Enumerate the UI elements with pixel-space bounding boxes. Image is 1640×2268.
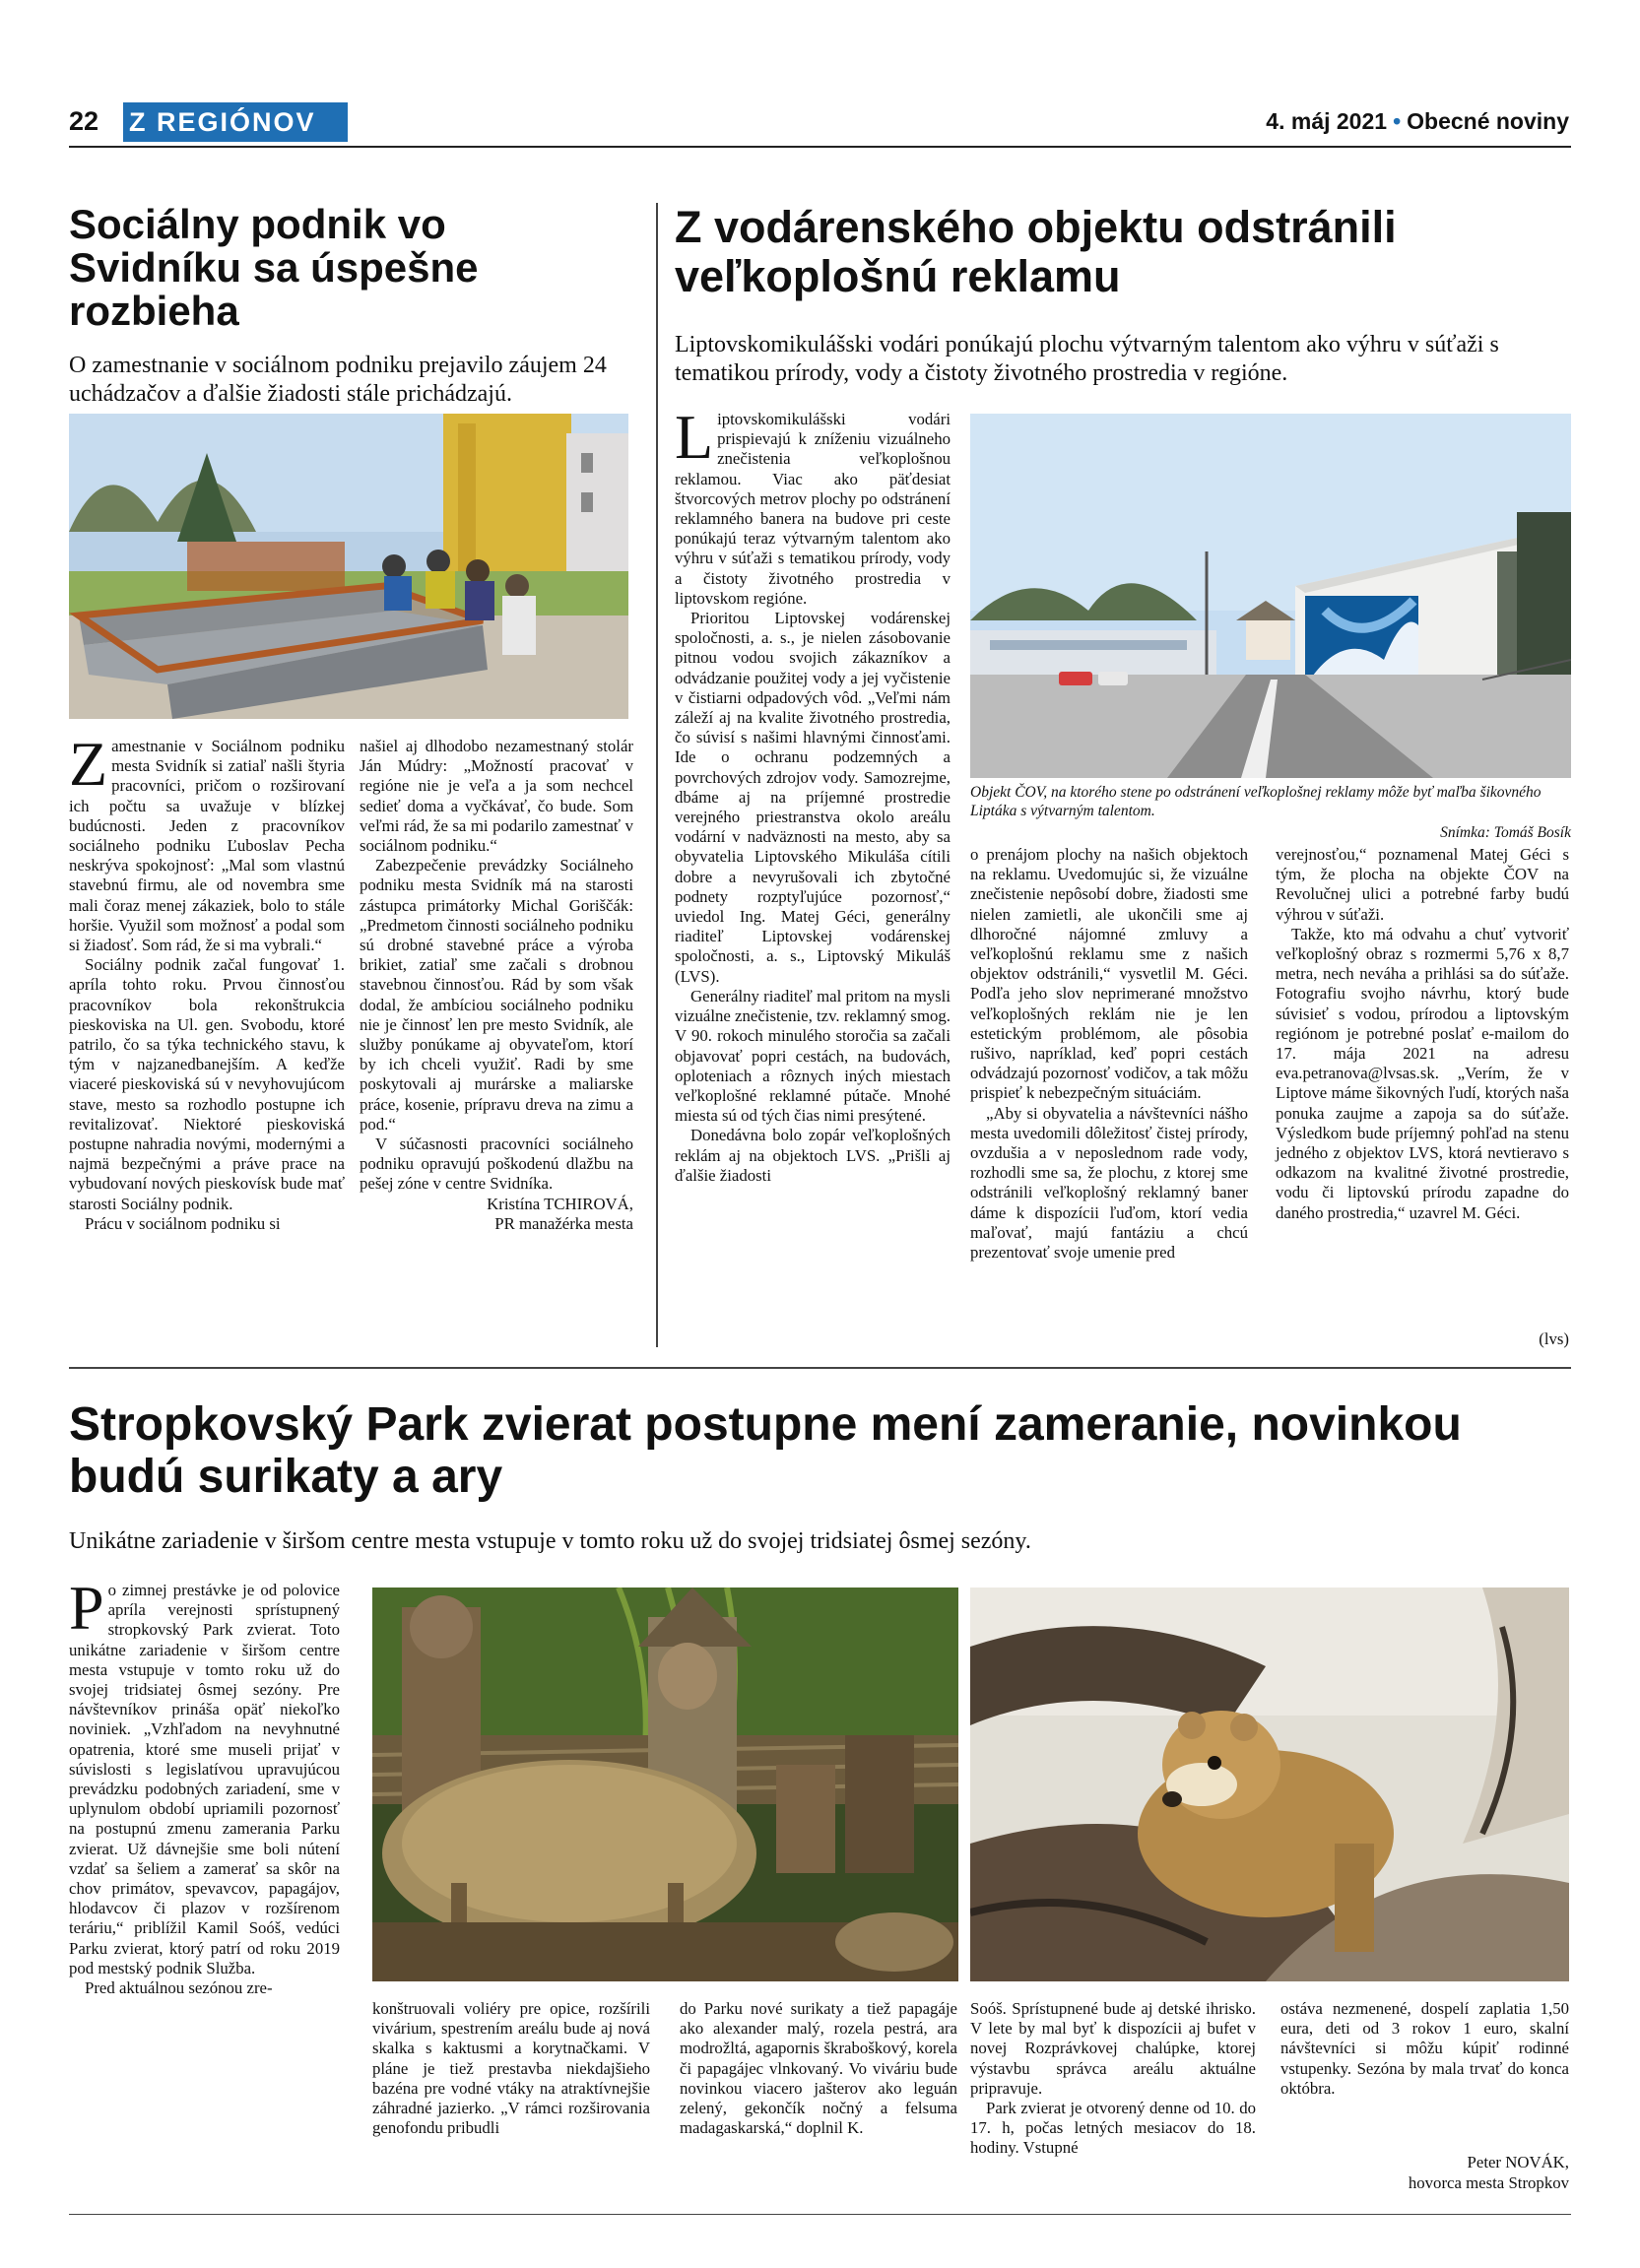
article3-column-2 bbox=[372, 1999, 650, 2138]
article3-dropcap: P bbox=[69, 1573, 104, 1643]
article1-para: Zabezpečenie prevádzky Sociálneho podniku mesta Svidník má na starosti zástupca primátorky Michal Goriščák: „Predmetom činnosti sociálneho podniku sú drobné stavebné práce a výroba brikiet, zatiaľ sme začali s drobnou stavebnou činnosťou. Rád by som však dodal, že ambíciou sociálneho podniku nie je činnosť len pre mesto Svidník, ale služby ponúkame aj obyvateľom, ktorí by ich chceli využiť. Radi by sme poskytovali aj murárske a maliarske práce, kosenie, prípravu dreva na zimu a pod.“ bbox=[360, 856, 633, 1134]
article2-para: Takže, kto má odvahu a chuť vytvoriť veľkoplošný obraz s rozmermi 5,76 x 8,7 metra, nech neváha a prihlási sa do súťaže. Fotografiu svojho návrhu, ktorý bude súvisieť s vodou, prírodou a liptovským regiónom je potrebné poslať e-mailom do 17. mája 2021 na adresu eva.petranova@lvsas.sk. „Verím, že v Liptove máme šikovných ľudí, ktorých naša ponuka zaujme a zapoja sa do súťaže. Výsledkom bude príjemný pohľad na stenu jedného z objektov LVS, ktorá nevtieravo s odkazom na kvalitné životné prostredie, vodu či liptovskú prírodu zapadne do daného prostredia,“ uzavrel M. Géci. bbox=[1276, 924, 1569, 1222]
article3-para: o zimnej prestávke je od polovice apríla verejnosti sprístupnený stropkovský Park zvierat. Toto unikátne zariadenie v širšom centre mesta vstupuje v tomto roku už do svojej tridsiatej ôsmej sezóny. Pre návštevníkov prináša opäť niekoľko noviniek. „Vzhľadom na nevyhnutné opatrenia, ktoré sme museli prijať v súvislosti s legislatívou upravujúcou prevádzku podobných zariadení, sme v uplynulom období upriamili pozornosť na postupnú zmenu zamerania Parku zvierat. Už dávnejšie sme boli nútení vzdať sa šeliem a zamerať sa skôr na chov primátov, spevavcov, papagájov, hlodavcov či plazov v rozšírenom teráriu,“ priblížil Kamil Soóš, vedúci Parku zvierat, ktorý patrí od roku 2019 pod mestský podnik Služba. bbox=[69, 1581, 340, 1977]
article1-para: Prácu v sociálnom podniku si bbox=[85, 1213, 281, 1233]
section-rule bbox=[69, 1367, 1571, 1369]
article3-para: do Parku nové surikaty a tiež papagáje ako alexander malý, rozela pestrá, ara modrožltá, agapornis škraboškový, korela či papagájec vlnkovaný. Vo viváriu bude novinkou viacero jašterov ako leguán zelený, gekončík nočný a felsuma madagaskarská,“ doplnil K. bbox=[680, 1999, 957, 2138]
article2-column-1-text bbox=[675, 402, 951, 1186]
header-rule bbox=[69, 146, 1571, 148]
article3-title: Stropkovský Park zvierat postupne mení zameranie, novinkou budú surikaty a ary bbox=[69, 1398, 1462, 1503]
article3-column-3 bbox=[680, 1999, 957, 2138]
article2-column-2 bbox=[970, 845, 1248, 1263]
article2-para: iptovskomikulášski vodári prispievajú k zníženiu vizuálneho znečistenia veľkoplošnou reklamou. Viac ako päťdesiat štvorcových metrov plochy po odstránení reklamného banera na budove pri ceste ponúkajú teraz výtvarným talentom ako výhru v súťaži s tematikou prírody, vody a čistoty životného prostredia v liptovskom regióne. bbox=[675, 410, 951, 608]
column-divider bbox=[656, 203, 658, 1347]
article2-para: Generálny riaditeľ mal pritom na mysli vizuálne znečistenie, tzv. reklamný smog. V 90. rokoch minulého storočia sa začali objavovať popri cestách, na budovách, oploteniach a rôznych iných miestach veľkoplošné reklamné pútače. Mnohé miesta sú od tých čias nimi presýtené. bbox=[675, 986, 951, 1126]
article3-author-role: hovorca mesta Stropkov bbox=[1408, 2173, 1569, 2192]
bottom-rule bbox=[69, 2214, 1571, 2215]
article3-photo-2 bbox=[970, 1588, 1569, 1981]
article1-column-1 bbox=[69, 729, 345, 1234]
issue-date: 4. máj 2021 bbox=[1266, 108, 1388, 134]
page-number: 22 bbox=[69, 106, 99, 136]
article1-dropcap: Z bbox=[69, 729, 108, 799]
article1-title: Sociálny podnik vo Svidníku sa úspešne rozbieha bbox=[69, 201, 479, 334]
article2-dropcap: L bbox=[675, 402, 714, 472]
article2-para: verejnosťou,“ poznamenal Matej Géci s tým, že plocha na objekte ČOV na Revolučnej ulici a potrebné farby budú výhrou v súťaži. bbox=[1276, 845, 1569, 924]
article2-para: Prioritou Liptovskej vodárenskej spoločnosti, a. s., je nielen zásobovanie pitnou vodou svojich zákazníkov a odvádzanie použitej vody a jej vyčistenie v čistiarni odpadových vôd. „Veľmi nám záleží aj na kvalite životného prostredia, čo súvisí s našimi hlavnými činnosťami. Ide o ochranu podzemných a povrchových zdrojov vody. Samozrejme, dbáme aj na príjemné prostredie verejného priestranstva okolo areálu vodární v nadväznosti na mesto, aby sa obyvatelia Liptovského Mikuláša cítili dobre a nevyrušovali ich zbytočné podnety rozptyľujúce pozornosť,“ uviedol Ing. Matej Géci, generálny riaditeľ Liptovskej vodárenskej spoločnosti, a. s., Liptovský Mikuláš (LVS). bbox=[675, 609, 951, 986]
article3-author: Peter NOVÁK, bbox=[1467, 2153, 1569, 2171]
article3-column-1 bbox=[69, 1573, 340, 1998]
paper-name: Obecné noviny bbox=[1407, 108, 1569, 134]
section-label: Z REGIÓNOV bbox=[123, 102, 348, 142]
article2-signature: (lvs) bbox=[1539, 1329, 1569, 1348]
article2-caption: Objekt ČOV, na ktorého stene po odstránení veľkoplošnej reklamy môže byť maľba šikovného Liptáka s výtvarným talentom. bbox=[970, 784, 1542, 819]
article1-para: amestnanie v Sociálnom podniku mesta Svidník si zatiaľ našli štyria pracovníci, pričom o rozširovaní ich počtu sa uvažuje v blízkej budúcnosti. Jeden z pracovníkov sociálneho podniku Ľuboslav Pecha neskrýva spokojnosť: „Mal som vlastnú stavebnú firmu, ale od novembra sme mali čoraz menej zákaziek, bolo to stále horšie. Využil som možnosť a podal som si žiadosť. Som rád, že si ma vybrali.“ bbox=[69, 737, 345, 955]
article3-photo-1 bbox=[372, 1588, 958, 1981]
article2-para: o prenájom plochy na našich objektoch na reklamu. Uvedomujúc si, že vizuálne znečistenie nepôsobí dobre, žiadosti sme nielen zamietli, ale ukončili sme aj dlhoročné nájomné zmluvy a veľkoplošnú reklamu sme z našich objektov odstránili,“ vysvetlil M. Géci. Podľa jeho slov neprimerané množstvo veľkoplošných reklám nie je len estetickým problémom, ale pôsobia rušivo, napríklad, keď popri cestách odvádzajú pozornosť vodičov, a tak môžu prispieť k nebezpečným situáciám. bbox=[970, 845, 1248, 1103]
article2-title: Z vodárenského objektu odstránili veľkoplošnú reklamu bbox=[675, 202, 1397, 301]
article3-para: Pred aktuálnou sezónou zre- bbox=[85, 1978, 273, 1998]
article3-lead: Unikátne zariadenie v širšom centre mesta vstupuje v tomto roku už do svojej tridsiatej ôsmej sezóny. bbox=[69, 1528, 1031, 1554]
article3-column-5 bbox=[1280, 1999, 1569, 2099]
article1-para: V súčasnosti pracovníci sociálneho podniku opravujú poškodenú dlažbu na pešej zóne v centre Svidníka. bbox=[360, 1134, 633, 1194]
article1-para: Sociálny podnik začal fungovať 1. apríla tohto roku. Prvou činnosťou pracovníkov bola rekonštrukcia pieskoviska na Ul. gen. Svobodu, ktoré patrilo, čo sa týka technického stavu, k tým v najzanedbanejším. A keďže viaceré pieskoviská sú v nevyhovujúcom stave, mesto sa rozhodlo postupne ich revitalizovať. Niektoré pieskoviská postupne nahradia novými, modernými a najmä bezpečnými a práve prace na vybudovaní nových pieskovísk bude mať starosti Sociálny podnik. bbox=[69, 955, 345, 1213]
issue-info bbox=[1266, 108, 1569, 135]
article2-photo-credit: Snímka: Tomáš Bosík bbox=[1440, 824, 1571, 841]
article3-para: konštruovali voliéry pre opice, rozšírili vivárium, spestrením areálu bude aj nová skalka s kaktusmi a korytnačkami. V pláne je tiež prestavba niekdajšieho bazéna pre vodné vtáky na atraktívnejšie záhradné jazierko. „V rámci rozširovania genofondu pribudli bbox=[372, 1999, 650, 2138]
separator: • bbox=[1393, 108, 1402, 134]
article1-column-2 bbox=[360, 737, 633, 1234]
article2-lead: Liptovskomikulášski vodári ponúkajú plochu výtvarným talentom ako výhru v súťaži s tematikou prírody, vody a čistoty životného prostredia v regióne. bbox=[675, 332, 1499, 386]
article1-author-role: PR manažérka mesta bbox=[494, 1213, 633, 1233]
article1-author: Kristína TCHIROVÁ, bbox=[487, 1194, 633, 1213]
article2-column-3 bbox=[1276, 845, 1569, 1223]
article2-para: Donedávna bolo zopár veľkoplošných reklám aj na objektoch LVS. „Prišli aj ďalšie žiadosti bbox=[675, 1126, 951, 1185]
article3-para: Park zvierat je otvorený denne od 10. do 17. h, počas letných mesiacov do 18. hodiny. Vstupné bbox=[970, 2099, 1256, 2158]
article3-column-4 bbox=[970, 1999, 1256, 2159]
article1-lead: O zamestnanie v sociálnom podniku prejavilo záujem 24 uchádzačov a ďalšie žiadosti stále prichádzajú. bbox=[69, 353, 607, 407]
article2-photo bbox=[970, 414, 1571, 778]
article3-para: Soóš. Sprístupnené bude aj detské ihrisko. V lete by mal byť k dispozícii aj bufet v novej Rozprávkovej chalúpke, ktorej výstavbu správca areálu aktuálne pripravuje. bbox=[970, 1999, 1256, 2098]
article1-photo bbox=[69, 414, 628, 719]
article3-para: ostáva nezmenené, dospelí zaplatia 1,50 eura, deti od 3 rokov 1 euro, skalní návštevníci si môžu kúpiť rodinné vstupenky. Sezóna by mala trvať do konca októbra. bbox=[1280, 1999, 1569, 2098]
article2-para: „Aby si obyvatelia a návštevníci nášho mesta uvedomili dôležitosť čistej prírody, ovzdušia a v neposlednom rade vody, rozhodli sme sa, že plochu, z ktorej sme odstránili veľkoplošný reklamný baner dáme k dispozícii ľuďom, ktorí vedia maľovať, majú fantáziu a chcú prezentovať svoje umenie pred bbox=[970, 1103, 1248, 1263]
article1-para: našiel aj dlhodobo nezamestnaný stolár Ján Múdry: „Možností pracovať v regióne nie je veľa a ja som nechcel sedieť doma a vyčkávať, čo bude. Som veľmi rád, že sa mi podarilo zamestnať v sociálnom podniku.“ bbox=[360, 737, 633, 856]
